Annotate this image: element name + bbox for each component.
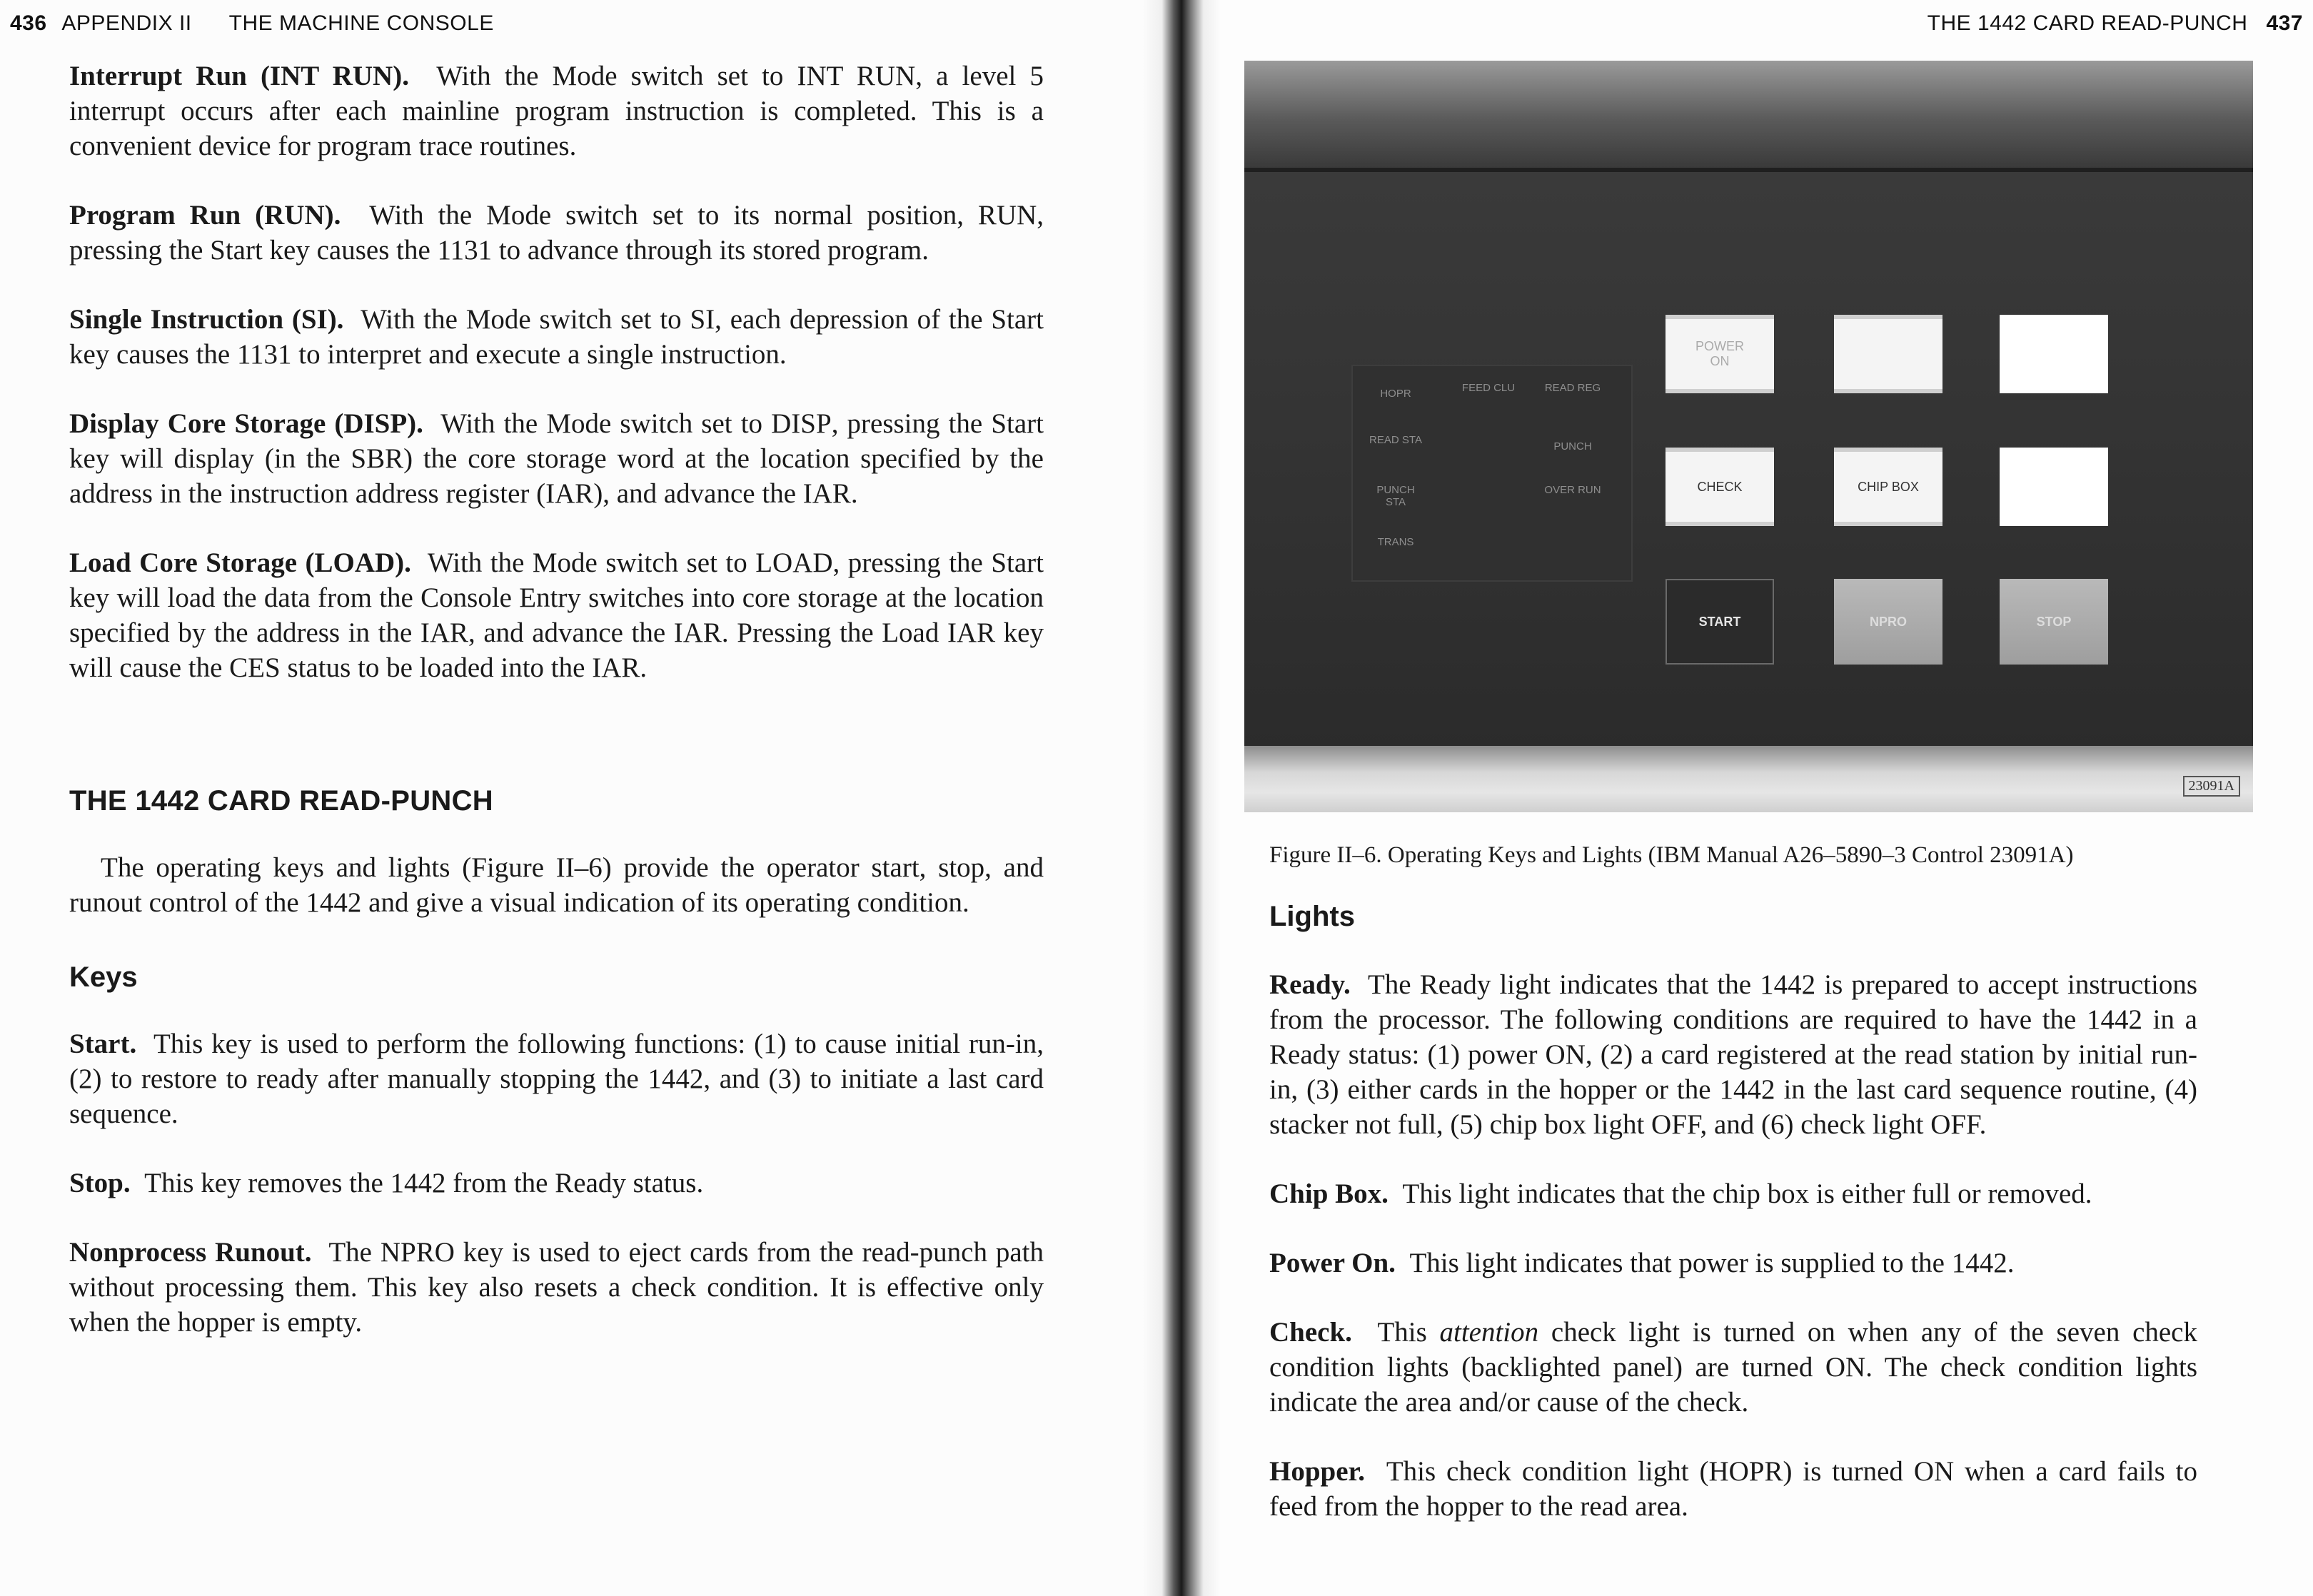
text: The NPRO key is used to eject cards from the read-punch path without processing them. This key also resets a check condition. It is effective only when the hopper is empty.: [69, 1237, 1044, 1338]
power-on-light: [1666, 315, 1774, 393]
term-load: Load Core Storage (LOAD).: [69, 547, 411, 578]
term-power-on: Power On.: [1269, 1248, 1396, 1278]
text: , each depression of the Start key causes the 1131 to interpret and execute a single instruction.: [69, 304, 1044, 370]
term-hopper: Hopper.: [1269, 1456, 1366, 1487]
light-trans: TRANS: [1377, 536, 1414, 548]
light-paragraph-ready: [1269, 967, 2197, 1142]
book-gutter: [1142, 0, 1221, 1596]
blank-light: [1834, 315, 1942, 393]
emphasis-text: attention: [1439, 1317, 1539, 1348]
power-on-label: POWER ON: [1695, 339, 1744, 368]
text: This light indicates that the chip box is either full or removed.: [1402, 1178, 2092, 1209]
light-punch: PUNCH: [1553, 440, 1592, 453]
text: With the Mode switch set to: [427, 547, 756, 578]
key-paragraph-start: [69, 1026, 1044, 1131]
term-int-run: Interrupt Run (INT RUN).: [69, 61, 409, 91]
text: With the Mode switch set to: [440, 408, 772, 439]
light-hopr: HOPR: [1380, 388, 1411, 400]
section-intro: The operating keys and lights (Figure II–6) provide the operator start, stop, and runout control of the 1442 and give a visual indication of its operating condition.: [69, 852, 1044, 918]
text: This key removes the 1442 from the Ready status.: [144, 1168, 704, 1198]
text: This check condition light (: [1386, 1456, 1709, 1487]
small-caps-text: INT RUN: [797, 61, 916, 91]
running-title-left: THE MACHINE CONSOLE: [228, 11, 494, 35]
mode-paragraph-run: [69, 198, 1044, 268]
light-over-run: OVER RUN: [1544, 484, 1601, 496]
text: With the Mode switch set to its normal position,: [369, 200, 978, 231]
panel-top-bevel: [1244, 61, 2253, 168]
figure-photo-operating-panel: [1244, 61, 2253, 812]
mode-paragraph-int-run: [69, 59, 1044, 163]
text: , pressing the Start key will display (in the SBR) the core storage word at the location specified by the address in the instruction address register (IAR), and advance the IAR.: [69, 408, 1044, 509]
mode-paragraph-disp: [69, 406, 1044, 511]
light-punch-sta: PUNCH STA: [1376, 484, 1415, 508]
start-key: [1666, 579, 1774, 665]
text: With the Mode switch set to: [361, 304, 690, 335]
light-read-reg: READ REG: [1544, 382, 1601, 394]
term-start: Start.: [69, 1029, 137, 1059]
blank-light: [2000, 448, 2108, 526]
appendix-label: APPENDIX II: [61, 11, 192, 35]
light-paragraph-power-on: [1269, 1246, 2197, 1281]
text: ) is turned ON when a card fails to feed from the hopper to the read area.: [1269, 1456, 2198, 1522]
check-label: CHECK: [1697, 479, 1743, 494]
chip-box-light: [1834, 448, 1942, 526]
mode-paragraph-si: [69, 302, 1044, 372]
left-text-column: [69, 59, 1044, 1374]
key-paragraph-stop: [69, 1166, 1044, 1201]
stop-label: STOP: [2036, 614, 2072, 629]
term-run: Program Run (RUN).: [69, 200, 341, 231]
running-title-right: THE 1442 CARD READ-PUNCH: [1927, 11, 2248, 35]
small-caps-text: SI: [690, 304, 715, 335]
start-label: START: [1698, 614, 1741, 629]
key-paragraph-npro: [69, 1235, 1044, 1340]
light-paragraph-chip-box: [1269, 1176, 2197, 1211]
small-caps-text: LOAD: [755, 547, 833, 578]
blank-light: [2000, 315, 2108, 393]
text: This key is used to perform the following functions: (1) to cause initial run-in, (2) to restore to ready after manually stopping the 1442, and (3) to initiate a last card sequence.: [69, 1029, 1044, 1129]
term-disp: Display Core Storage (DISP).: [69, 408, 423, 439]
small-caps-text: DISP: [771, 408, 832, 439]
running-head-left: [10, 11, 494, 36]
text: check light is turned on when any of the seven check condition lights (backlighted panel) are turned ON. The check condition lights indicate the area and/or cause of the check.: [1269, 1317, 2197, 1418]
panel-face: [1244, 172, 2253, 750]
text: This: [1377, 1317, 1440, 1348]
text: With the Mode switch set to: [436, 61, 797, 91]
small-caps-text: HOPR: [1708, 1456, 1783, 1487]
text: The Ready light indicates that the 1442 is prepared to accept instructions from the processor. The following conditions are required to have the 1442 in a Ready status: (1) power ON, (2) a card registered at the read station by initial run-in, (3) either cards in the hopper or the 1442 in the last card sequence routine, (4) stacker not full, (5) chip box light OFF, and (6) check light OFF.: [1269, 969, 2197, 1140]
small-caps-text: RUN: [977, 200, 1037, 231]
figure-caption: Figure II–6. Operating Keys and Lights (IBM Manual A26–5890–3 Control 23091A): [1269, 842, 2074, 868]
term-check: Check.: [1269, 1317, 1352, 1348]
page-number-left: 436: [10, 11, 47, 35]
control-number-tag: 23091A: [2183, 776, 2240, 797]
term-si: Single Instruction (SI).: [69, 304, 344, 335]
npro-key: [1834, 579, 1942, 665]
check-light: [1666, 448, 1774, 526]
chip-box-label: CHIP BOX: [1858, 479, 1919, 494]
right-page: [1171, 0, 2313, 1596]
text: , pressing the Start key causes the 1131 to advance through its stored program.: [69, 200, 1044, 266]
light-feed-clu: FEED CLU: [1461, 382, 1516, 394]
term-ready: Ready.: [1269, 969, 1351, 1000]
term-npro: Nonprocess Runout.: [69, 1237, 312, 1268]
section-heading: THE 1442 CARD READ-PUNCH: [69, 785, 493, 817]
keys-heading: Keys: [69, 961, 138, 993]
npro-label: NPRO: [1869, 614, 1907, 629]
text: , a level 5 interrupt occurs after each mainline program instruction is completed. This is a convenient device for program trace routines.: [69, 61, 1044, 161]
stop-key: [2000, 579, 2108, 665]
term-chip-box: Chip Box.: [1269, 1178, 1389, 1209]
right-text-column: [1269, 901, 2197, 1558]
check-lights-panel: [1351, 365, 1633, 582]
text: This light indicates that power is supplied to the 1442.: [1409, 1248, 2015, 1278]
running-head-right: [1928, 11, 2303, 36]
light-paragraph-check: [1269, 1315, 2197, 1420]
page-number-right: 437: [2266, 11, 2303, 35]
light-paragraph-hopper: [1269, 1454, 2197, 1524]
text: , pressing the Start key will load the data from the Console Entry switches into core storage at the location specified by the address in the IAR, and advance the IAR. Pressing the Load IAR key will cause the CES status to be loaded into the IAR.: [69, 547, 1044, 683]
term-stop: Stop.: [69, 1168, 131, 1198]
lights-heading: Lights: [1269, 901, 1355, 932]
panel-bottom-ledge: [1244, 746, 2253, 812]
light-read-sta: READ STA: [1369, 434, 1422, 446]
mode-paragraph-load: [69, 545, 1044, 685]
